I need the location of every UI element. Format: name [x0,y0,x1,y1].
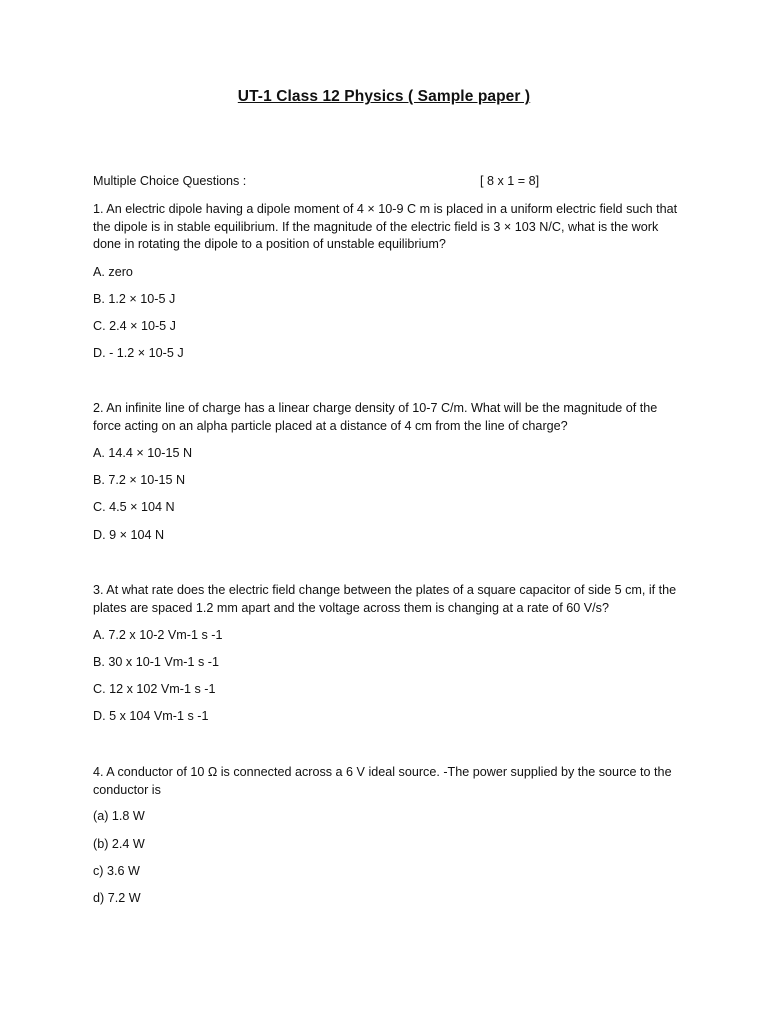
page-title: UT-1 Class 12 Physics ( Sample paper ) [237,88,531,105]
question-1-option-d: D. - 1.2 × 10-5 J [93,346,184,360]
question-4-option-b: (b) 2.4 W [93,837,145,851]
question-2-option-a: A. 14.4 × 10-15 N [93,446,193,460]
question-4-option-d: d) 7.2 W [93,891,141,905]
question-2-text: 2. An infinite line of charge has a linear charge density of 10-7 C/m. What will be the magnitude of the force acting on an alpha particle placed at a distance of 4 cm from the line of charge? [93,401,658,433]
section-header [93,174,683,192]
question-3-option-b: B. 30 x 10-1 Vm-1 s -1 [93,655,219,669]
question-3-option-a: A. 7.2 x 10-2 Vm-1 s -1 [93,628,223,642]
question-4-option-c: c) 3.6 W [93,864,140,878]
question-1-option-b: B. 1.2 × 10-5 J [93,292,176,306]
question-4-text: 4. A conductor of 10 Ω is connected across a 6 V ideal source. -The power supplied by the source to the conductor is [93,765,672,797]
section-label: Multiple Choice Questions : [93,174,247,188]
section-marks: [ 8 x 1 = 8] [480,174,540,188]
question-3-text: 3. At what rate does the electric field change between the plates of a square capacitor of side 5 cm, if the plates are spaced 1.2 mm apart and the voltage across them is changing at a rate of 60 V/s? [93,583,677,615]
question-1-text: 1. An electric dipole having a dipole moment of 4 × 10-9 C m is placed in a uniform electric field such that the dipole is in stable equilibrium. If the magnitude of the electric field is 3 × 103 N/C, what is the work done in rotating the dipole to a position of unstable equilibrium? [93,202,678,251]
question-1-option-c: C. 2.4 × 10-5 J [93,319,176,333]
question-1-option-a: A. zero [93,265,133,279]
question-2-option-d: D. 9 × 104 N [93,528,165,542]
question-3-option-d: D. 5 x 104 Vm-1 s -1 [93,709,209,723]
question-3-option-c: C. 12 x 102 Vm-1 s -1 [93,682,216,696]
question-4-option-a: (a) 1.8 W [93,809,145,823]
question-2-option-c: C. 4.5 × 104 N [93,500,175,514]
question-2-option-b: B. 7.2 × 10-15 N [93,473,186,487]
